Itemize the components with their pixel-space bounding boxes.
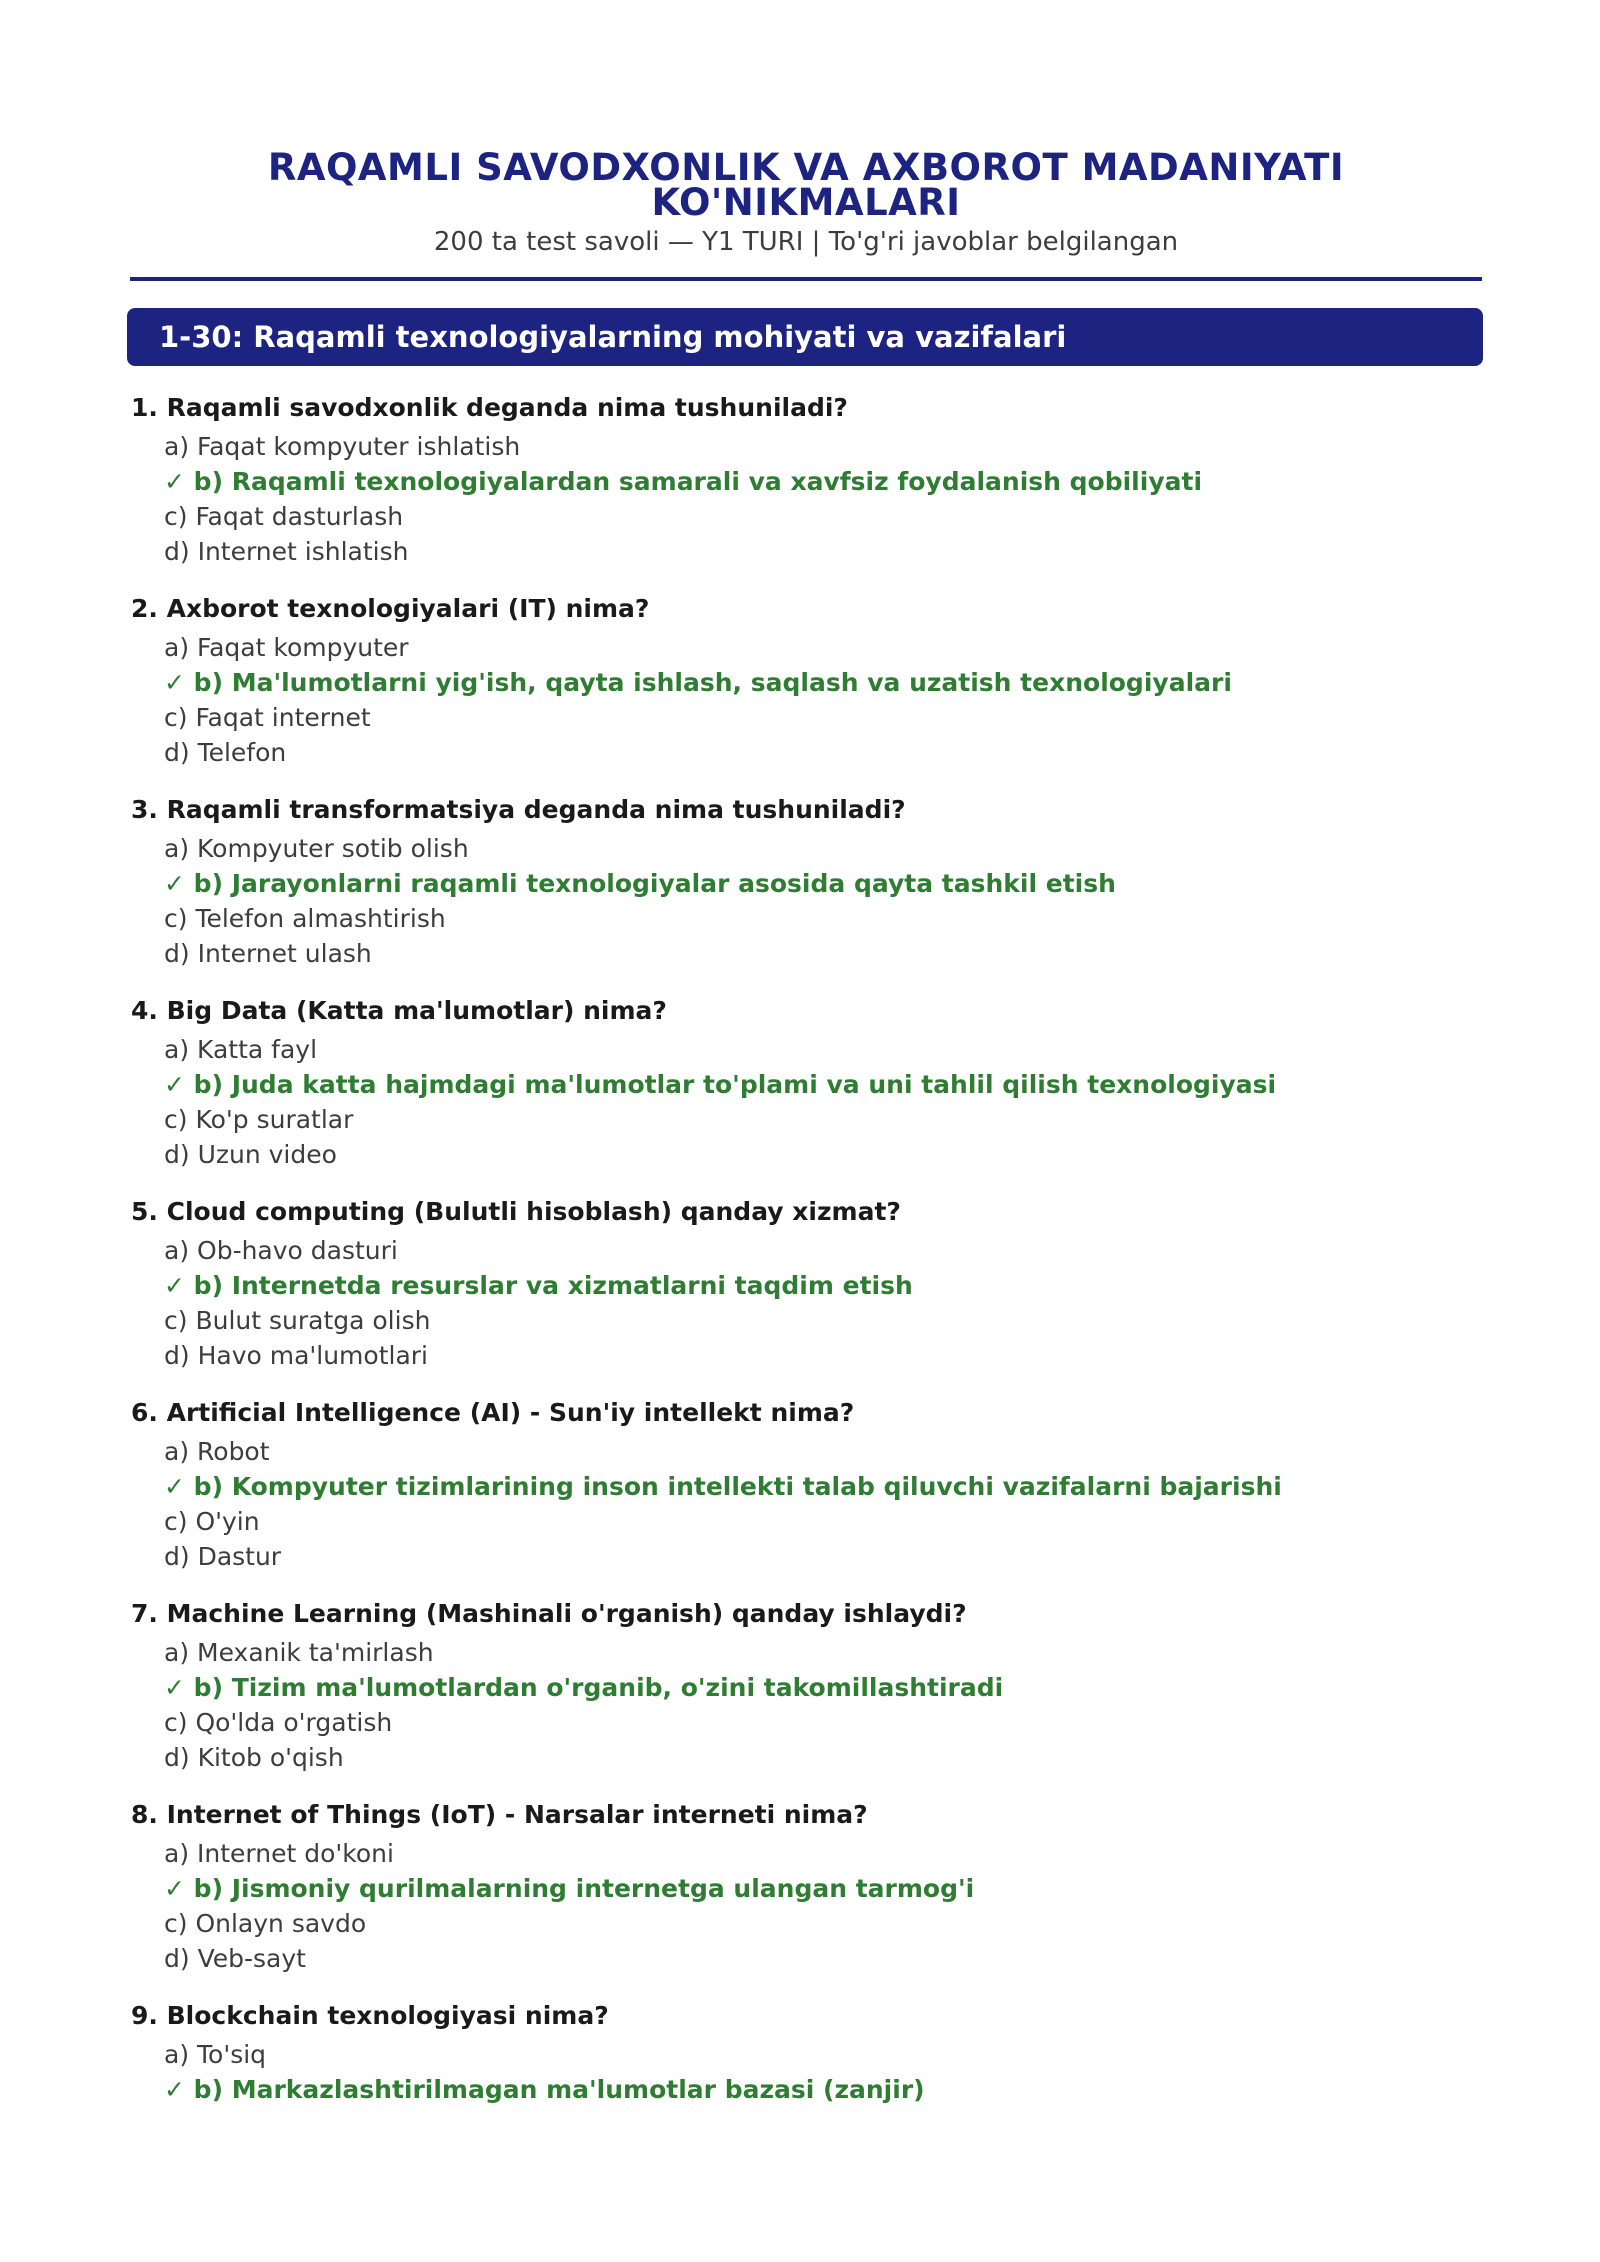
answer-option — [131, 499, 1481, 534]
checkmark-icon: ✓ — [164, 1673, 185, 1702]
option-text: b) Markazlashtirilmagan ma'lumotlar bazasi (zanjir) — [193, 2075, 925, 2104]
correct-answer-option — [131, 1268, 1481, 1303]
option-text: c) Qo'lda o'rgatish — [164, 1708, 393, 1737]
question-item — [131, 1598, 1481, 1775]
checkmark-icon: ✓ — [164, 1874, 185, 1903]
option-text: d) Havo ma'lumotlari — [164, 1341, 429, 1370]
option-text: d) Internet ulash — [164, 939, 372, 968]
correct-answer-option — [131, 1067, 1481, 1102]
question-text: 1. Raqamli savodxonlik deganda nima tushuniladi? — [131, 393, 848, 422]
answer-option — [131, 1635, 1481, 1670]
title-line-2: KO'NIKMALARI — [651, 181, 961, 224]
answer-option — [131, 1102, 1481, 1137]
option-text: a) To'siq — [164, 2040, 267, 2069]
checkmark-icon: ✓ — [164, 467, 185, 496]
question-item — [131, 2000, 1481, 2107]
option-text: a) Robot — [164, 1437, 270, 1466]
answer-option — [131, 429, 1481, 464]
question-item — [131, 1799, 1481, 1976]
option-text: d) Internet ishlatish — [164, 537, 409, 566]
option-text: b) Jarayonlarni raqamli texnologiyalar asosida qayta tashkil etish — [193, 869, 1116, 898]
option-text: d) Kitob o'qish — [164, 1743, 344, 1772]
option-text: c) Faqat dasturlash — [164, 502, 404, 531]
section-title: 1-30: Raqamli texnologiyalarning mohiyati va vazifalari — [159, 320, 1067, 354]
correct-answer-option — [131, 1871, 1481, 1906]
option-text: d) Telefon — [164, 738, 287, 767]
answer-option — [131, 1032, 1481, 1067]
question-item — [131, 1196, 1481, 1373]
option-text: b) Tizim ma'lumotlardan o'rganib, o'zini takomillashtiradi — [193, 1673, 1004, 1702]
option-text: a) Faqat kompyuter — [164, 633, 409, 662]
checkmark-icon: ✓ — [164, 869, 185, 898]
checkmark-icon: ✓ — [164, 1070, 185, 1099]
option-text: d) Dastur — [164, 1542, 282, 1571]
checkmark-icon: ✓ — [164, 1472, 185, 1501]
option-text: c) Bulut suratga olish — [164, 1306, 431, 1335]
answer-option — [131, 1941, 1481, 1976]
answer-option — [131, 1137, 1481, 1172]
checkmark-icon: ✓ — [164, 668, 185, 697]
question-text: 4. Big Data (Katta ma'lumotlar) nima? — [131, 996, 667, 1025]
question-item — [131, 392, 1481, 569]
question-text: 7. Machine Learning (Mashinali o'rganish) qanday ishlaydi? — [131, 1599, 967, 1628]
document-subtitle: 200 ta test savoli — Y1 TURI | To'g'ri javoblar belgilangan — [433, 227, 1179, 257]
option-text: c) Ko'p suratlar — [164, 1105, 354, 1134]
option-text: b) Kompyuter tizimlarining inson intellekti talab qiluvchi vazifalarni bajarishi — [193, 1472, 1282, 1501]
answer-option — [131, 2037, 1481, 2072]
correct-answer-option — [131, 1670, 1481, 1705]
question-text: 6. Artificial Intelligence (AI) - Sun'iy intellekt nima? — [131, 1398, 855, 1427]
question-item — [131, 1397, 1481, 1574]
answer-option — [131, 700, 1481, 735]
answer-option — [131, 1233, 1481, 1268]
answer-option — [131, 1906, 1481, 1941]
checkmark-icon: ✓ — [164, 1271, 185, 1300]
question-list — [131, 392, 1481, 2131]
option-text: a) Internet do'koni — [164, 1839, 394, 1868]
question-text: 9. Blockchain texnologiyasi nima? — [131, 2001, 609, 2030]
answer-option — [131, 1539, 1481, 1574]
option-text: d) Uzun video — [164, 1140, 337, 1169]
option-text: a) Katta fayl — [164, 1035, 318, 1064]
question-item — [131, 593, 1481, 770]
answer-option — [131, 735, 1481, 770]
correct-answer-option — [131, 464, 1481, 499]
correct-answer-option — [131, 665, 1481, 700]
correct-answer-option — [131, 2072, 1481, 2107]
option-text: c) Onlayn savdo — [164, 1909, 367, 1938]
question-text: 8. Internet of Things (IoT) - Narsalar interneti nima? — [131, 1800, 868, 1829]
option-text: b) Raqamli texnologiyalardan samarali va xavfsiz foydalanish qobiliyati — [193, 467, 1203, 496]
option-text: c) Faqat internet — [164, 703, 371, 732]
question-text: 2. Axborot texnologiyalari (IT) nima? — [131, 594, 650, 623]
option-text: b) Ma'lumotlarni yig'ish, qayta ishlash, saqlash va uzatish texnologiyalari — [193, 668, 1232, 697]
question-item — [131, 995, 1481, 1172]
option-text: d) Veb-sayt — [164, 1944, 306, 1973]
answer-option — [131, 1740, 1481, 1775]
question-text: 3. Raqamli transformatsiya deganda nima tushuniladi? — [131, 795, 906, 824]
title-line-1: RAQAMLI SAVODXONLIK VA AXBOROT MADANIYATI — [267, 146, 1345, 189]
option-text: b) Internetda resurslar va xizmatlarni taqdim etish — [193, 1271, 913, 1300]
checkmark-icon: ✓ — [164, 2075, 185, 2104]
option-text: b) Jismoniy qurilmalarning internetga ulangan tarmog'i — [193, 1874, 975, 1903]
answer-option — [131, 1836, 1481, 1871]
answer-option — [131, 1338, 1481, 1373]
answer-option — [131, 936, 1481, 971]
section-header — [127, 308, 1483, 366]
option-text: b) Juda katta hajmdagi ma'lumotlar to'plami va uni tahlil qilish texnologiyasi — [193, 1070, 1277, 1099]
answer-option — [131, 534, 1481, 569]
option-text: a) Mexanik ta'mirlash — [164, 1638, 434, 1667]
question-item — [131, 794, 1481, 971]
answer-option — [131, 630, 1481, 665]
header-divider — [130, 277, 1482, 281]
answer-option — [131, 1434, 1481, 1469]
correct-answer-option — [131, 1469, 1481, 1504]
answer-option — [131, 1504, 1481, 1539]
correct-answer-option — [131, 866, 1481, 901]
question-text: 5. Cloud computing (Bulutli hisoblash) qanday xizmat? — [131, 1197, 901, 1226]
answer-option — [131, 1303, 1481, 1338]
answer-option — [131, 1705, 1481, 1740]
option-text: c) O'yin — [164, 1507, 260, 1536]
option-text: a) Kompyuter sotib olish — [164, 834, 469, 863]
answer-option — [131, 901, 1481, 936]
option-text: c) Telefon almashtirish — [164, 904, 446, 933]
answer-option — [131, 831, 1481, 866]
document-title — [130, 146, 1482, 224]
option-text: a) Faqat kompyuter ishlatish — [164, 432, 521, 461]
document-header — [130, 146, 1482, 258]
option-text: a) Ob-havo dasturi — [164, 1236, 398, 1265]
